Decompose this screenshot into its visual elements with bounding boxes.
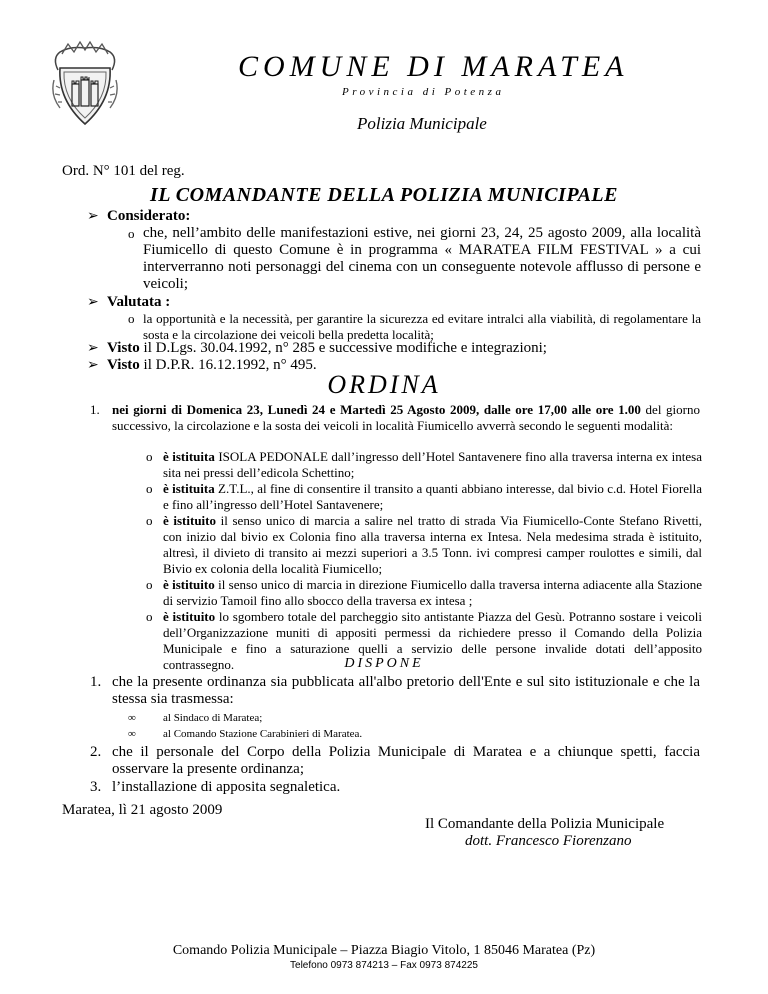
department-name: Polizia Municipale [357, 114, 487, 133]
ordina-item-number: 1. [90, 402, 100, 417]
circle-bullet-icon: o [146, 513, 153, 528]
signature-name: dott. Francesco Fiorenzano [465, 833, 632, 849]
dispone-item-number: 3. [90, 779, 102, 795]
list-item: o è istituita Z.T.L., al fine di consentire il transito a quanti abbiano interesse, dal bivio c.d. Hotel Fiorella e fino all’ingresso dell’Hotel Santavenere; [146, 481, 702, 512]
considerato-text: che, nell’ambito delle manifestazioni estive, nei giorni 23, 24, 25 agosto 2009, alla località Fiumicello di questo Comune è in programma « MARATEA FILM FESTIVAL » a cui interverranno noti personaggi del cinema con un conseguente notevole afflusso di persone e veicoli; [143, 225, 701, 292]
dispone-item-text: che la presente ordinanza sia pubblicata all'albo pretorio dell'Ente e sul sito istituzionale e che la stessa sia trasmessa: [112, 674, 700, 707]
ordina-subitems [146, 449, 702, 673]
arrow-bullet-icon: ➢ [87, 295, 99, 310]
ordina-heading: ORDINA [327, 370, 441, 399]
signature-role: Il Comandante della Polizia Municipale [425, 816, 665, 832]
arrow-bullet-icon: ➢ [87, 209, 99, 224]
list-item: o è istituito il senso unico di marcia in direzione Fiumicello dalla traversa interna adiacente alla Stazione di servizio Tamoil fino allo sbocco della traversa ex intesa ; [146, 577, 702, 608]
circle-bullet-icon: o [146, 449, 153, 464]
list-item: o è istituita ISOLA PEDONALE dall’ingresso dell’Hotel Santavenere fino alla traversa interna ex intesa sita nei pressi dell’edicola Schettino; [146, 449, 702, 480]
commander-heading: IL COMANDANTE DELLA POLIZIA MUNICIPALE [150, 184, 618, 206]
circle-bullet-icon: o [146, 609, 153, 624]
circle-bullet-icon: o [128, 226, 135, 241]
infinity-bullet-icon: ∞ [128, 728, 136, 740]
valutata-heading: ➢ Valutata : [87, 294, 171, 310]
circle-bullet-icon: o [146, 577, 153, 592]
list-item: ∞ al Sindaco di Maratea; [128, 712, 263, 724]
municipality-title: COMUNE DI MARATEA [238, 50, 629, 83]
dispone-heading: DISPONE [344, 656, 424, 671]
circle-bullet-icon: o [128, 311, 135, 326]
province-subtitle: Provincia di Potenza [342, 86, 505, 98]
municipal-crest [50, 40, 120, 128]
dispone-item-number: 1. [90, 674, 102, 690]
footer-phone: Telefono 0973 874213 – Fax 0973 874225 [290, 960, 478, 971]
visto-dpr: ➢ Visto il D.P.R. 16.12.1992, n° 495. [87, 357, 317, 373]
list-item: o è istituito il senso unico di marcia a salire nel tratto di strada Via Fiumicello-Conte Stefano Rivetti, con inizio dal bivio ex Colonia fino alla traversa interna ex Intesa. Nela medesima strada è istituito, altresì, il divieto di transito ai mezzi superiori a 3.5 Tonn. ivi compresi camper roulottes e simili, dal Bivio ex colonia della località Fiumicello; [146, 513, 702, 576]
visto-dlgs: ➢ Visto il D.Lgs. 30.04.1992, n° 285 e successive modifiche e integrazioni; [87, 340, 547, 356]
recipients-list [128, 710, 362, 742]
list-item: ∞ al Comando Stazione Carabinieri di Maratea. [128, 728, 363, 740]
place-date: Maratea, lì 21 agosto 2009 [62, 802, 223, 818]
dispone-item-number: 2. [90, 744, 102, 760]
ordina-item-text: nei giorni di Domenica 23, Lunedì 24 e Martedì 25 Agosto 2009, dalle ore 17,00 alle ore 1.00 del giorno successivo, la circolazione e la sosta dei veicoli in località Fiumicello avverrà secondo le seguenti modalità: [112, 402, 701, 433]
dispone-item-text: che il personale del Corpo della Polizia Municipale di Maratea e a chiunque spetti, faccia osservare la presente ordinanza; [112, 744, 700, 777]
arrow-bullet-icon: ➢ [87, 341, 99, 356]
footer-address: Comando Polizia Municipale – Piazza Biagio Vitolo, 1 85046 Maratea (Pz) [172, 943, 596, 958]
circle-bullet-icon: o [146, 481, 153, 496]
list-item: o è istituito lo sgombero totale del parcheggio sito antistante Piazza del Gesù. Potranno sostare i veicoli dell’Organizzazione muniti di appositi permessi da richiedere presso il Comando della Polizia Municipale e fino a saturazione quelli a servizio delle persone invalide dotati dell’apposito contrassegno. [146, 609, 702, 672]
considerato-heading: ➢ Considerato: [87, 208, 191, 224]
ordinance-number: Ord. N° 101 del reg. [62, 163, 185, 179]
dispone-item-text: l’installazione di apposita segnaletica. [112, 779, 341, 795]
arrow-bullet-icon: ➢ [87, 358, 99, 373]
infinity-bullet-icon: ∞ [128, 712, 136, 724]
valutata-text: la opportunità e la necessità, per garantire la sicurezza ed evitare intralci alla viabilità, di regolamentare la sosta e la circolazione dei veicoli bella predetta località; [143, 311, 701, 342]
